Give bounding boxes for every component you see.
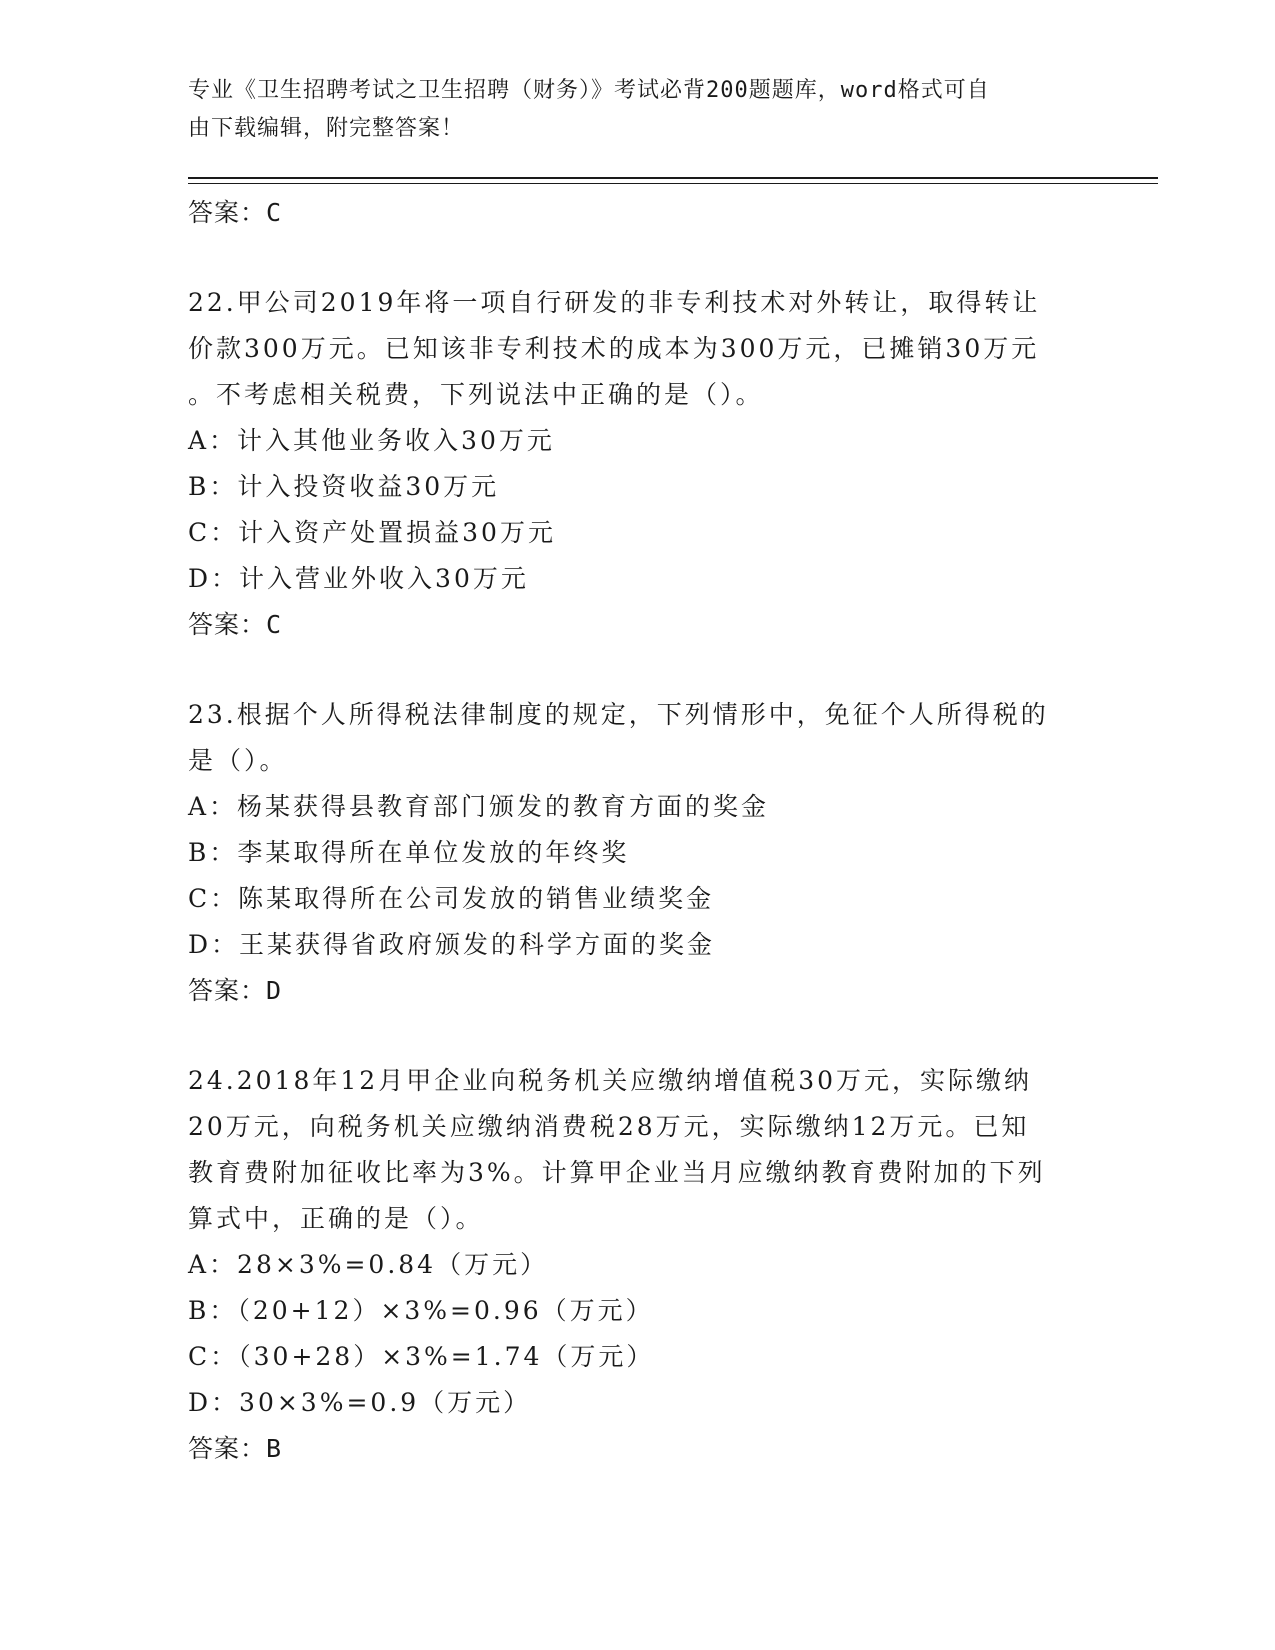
question-stem: 是（）。 — [188, 746, 288, 775]
option-b: B：李某取得所在单位发放的年终奖 — [188, 838, 630, 867]
question-stem: 24.2018年12月甲企业向税务机关应缴纳增值税30万元，实际缴纳 — [188, 1066, 1033, 1095]
answer-line: 答案：C — [188, 198, 283, 227]
answer-line: 答案：D — [188, 976, 283, 1005]
option-d: D：王某获得省政府颁发的科学方面的奖金 — [188, 930, 716, 959]
header-line: 由下载编辑，附完整答案！ — [188, 116, 465, 141]
question-stem: 算式中，正确的是（）。 — [188, 1204, 484, 1233]
option-c: C：（30+28）×3%=1.74（万元） — [188, 1342, 655, 1371]
header-line: 专业《卫生招聘考试之卫生招聘（财务）》考试必背200题题库，word格式可自 — [188, 78, 990, 103]
option-a: A：28×3%=0.84（万元） — [188, 1250, 549, 1279]
option-d: D：计入营业外收入30万元 — [188, 564, 529, 593]
option-c: C：陈某取得所在公司发放的销售业绩奖金 — [188, 884, 715, 913]
question-stem: 20万元，向税务机关应缴纳消费税28万元，实际缴纳12万元。已知 — [188, 1112, 1030, 1141]
header-divider-thin — [188, 183, 1158, 184]
option-a: A：杨某获得县教育部门颁发的教育方面的奖金 — [188, 792, 770, 821]
question-stem: 22.甲公司2019年将一项自行研发的非专利技术对外转让，取得转让 — [188, 288, 1041, 317]
answer-line: 答案：B — [188, 1434, 283, 1463]
question-stem: 。不考虑相关税费，下列说法中正确的是（）。 — [188, 380, 764, 409]
question-block — [188, 280, 1088, 648]
option-d: D：30×3%=0.9（万元） — [188, 1388, 532, 1417]
answer-line: 答案：C — [188, 610, 283, 639]
question-stem: 教育费附加征收比率为3%。计算甲企业当月应缴纳教育费附加的下列 — [188, 1158, 1046, 1187]
option-b: B：计入投资收益30万元 — [188, 472, 500, 501]
question-stem: 价款300万元。已知该非专利技术的成本为300万元，已摊销30万元 — [188, 334, 1040, 363]
header-divider-thick — [188, 177, 1158, 179]
question-stem: 23.根据个人所得税法律制度的规定，下列情形中，免征个人所得税的 — [188, 700, 1049, 729]
option-a: A：计入其他业务收入30万元 — [188, 426, 555, 455]
document-header — [188, 72, 1088, 148]
question-block — [188, 1058, 1088, 1472]
option-b: B：（20+12）×3%=0.96（万元） — [188, 1296, 654, 1325]
document-body — [188, 190, 1088, 1472]
question-block — [188, 692, 1088, 1014]
option-c: C：计入资产处置损益30万元 — [188, 518, 556, 547]
